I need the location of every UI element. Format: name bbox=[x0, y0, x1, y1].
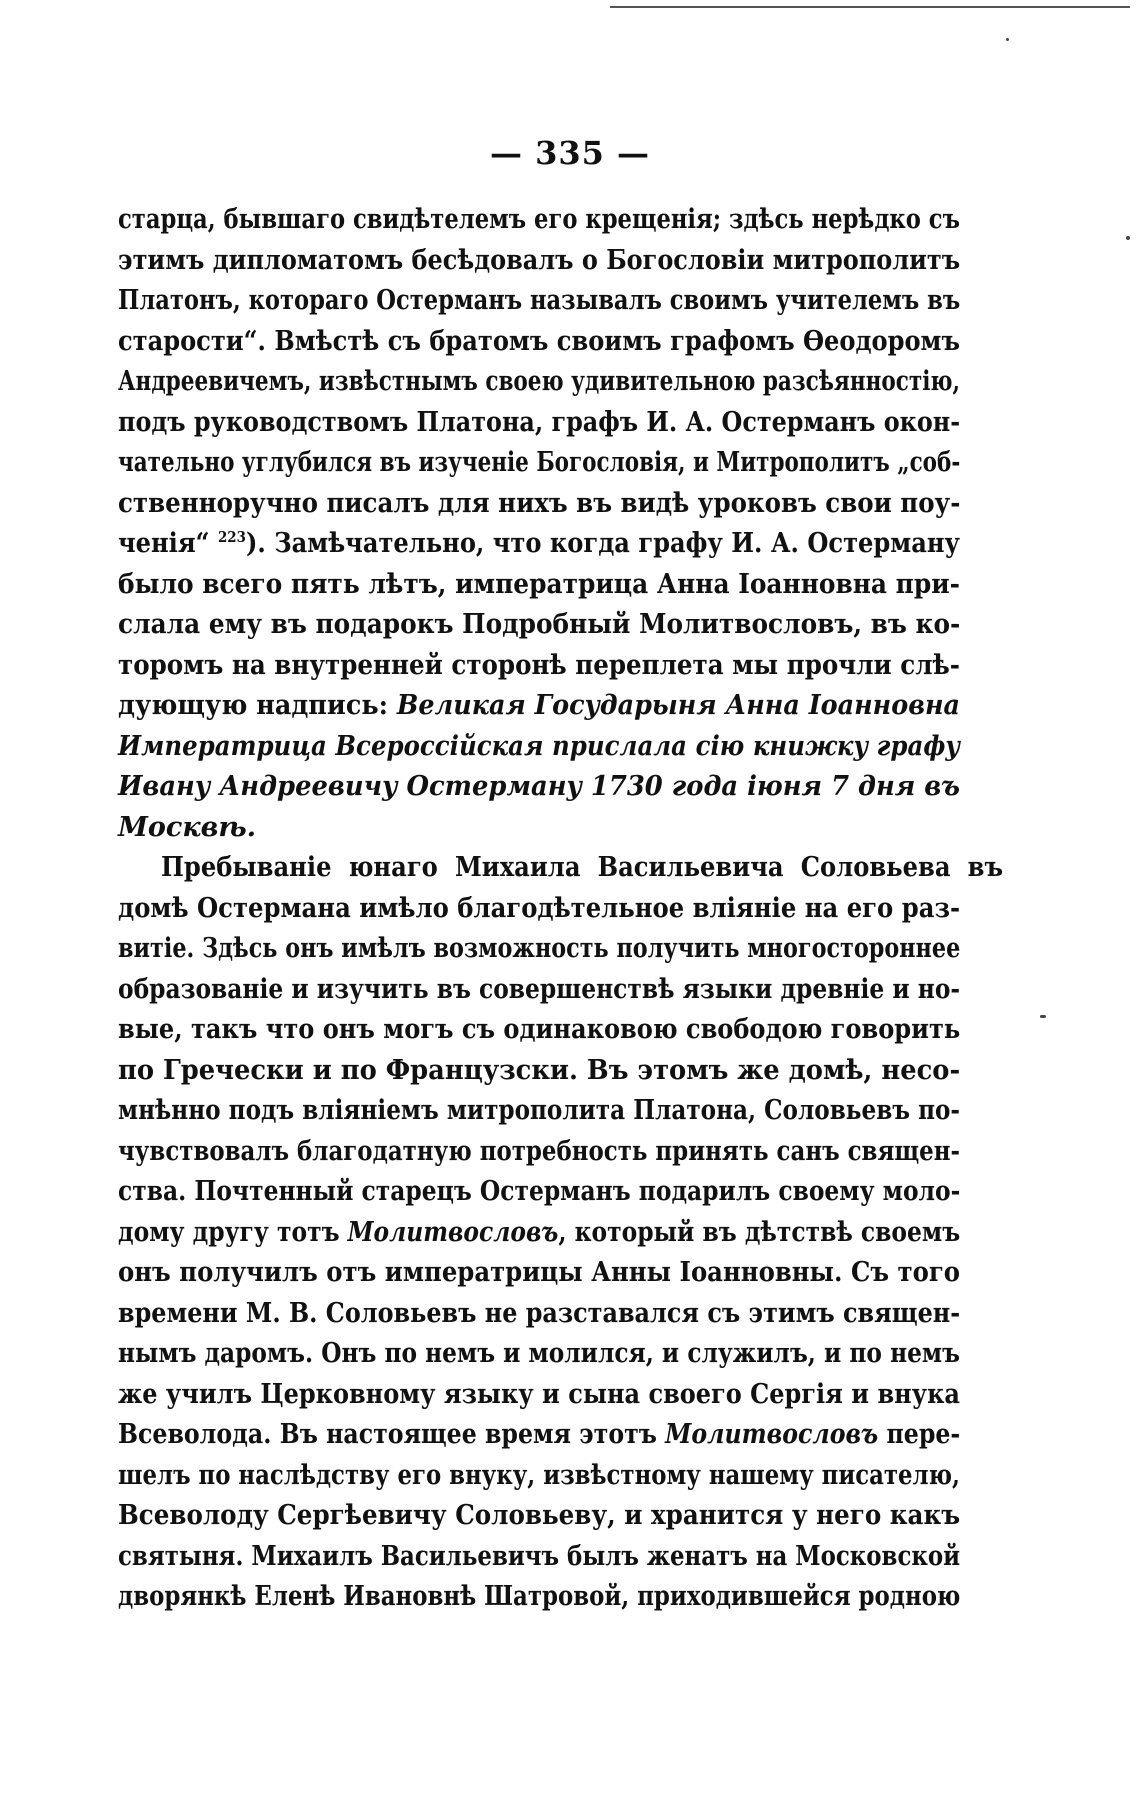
text-line bbox=[118, 1051, 960, 1092]
text-span: мнѣнно подъ вліяніемъ митрополита Платона, Соловьевъ по- bbox=[118, 1095, 961, 1126]
italic-text: Москвѣ. bbox=[118, 811, 257, 843]
text-span: Платонъ, котораго Остерманъ называлъ своимъ учителемъ въ bbox=[118, 285, 961, 316]
text-span: было всего пять лѣтъ, императрица Анна Іоанновна при- bbox=[118, 568, 960, 600]
text-line bbox=[118, 484, 960, 525]
text-line bbox=[118, 889, 960, 930]
text-line bbox=[118, 929, 960, 970]
text-span: торомъ на внутренней сторонѣ переплета мы прочли слѣ- bbox=[118, 649, 961, 681]
text-span: дому другу тотъ bbox=[118, 1216, 348, 1248]
text-span: дующую надпись: bbox=[118, 690, 397, 721]
footnote-ref: 223 bbox=[217, 528, 246, 546]
text-span: Пребываніе юнаго Михаила Васильевича Соловьева въ bbox=[161, 852, 1004, 883]
text-span: Андреевичемъ, извѣстнымъ своею удивительною разсѣянностію, bbox=[118, 366, 960, 397]
text-span: дворянкѣ Еленѣ Ивановнѣ Шатровой, приходившейся родною bbox=[118, 1581, 961, 1612]
text-span: Всеволоду Сергѣевичу Соловьеву, и хранится у него какъ bbox=[118, 1500, 961, 1531]
text-line bbox=[118, 1172, 960, 1213]
text-span: старца, бывшаго свидѣтелемъ его крещенія; здѣсь нерѣдко съ bbox=[118, 204, 960, 235]
text-span: же училъ Церковному языку и сына своего Сергія и внука bbox=[118, 1378, 960, 1410]
text-line bbox=[118, 524, 960, 565]
text-line bbox=[118, 848, 1003, 889]
page-number: — 335 — bbox=[489, 134, 651, 172]
text-span: витіе. Здѣсь онъ имѣлъ возможность получить многостороннее bbox=[118, 933, 961, 964]
text-line bbox=[118, 605, 960, 646]
text-span: ). Замѣчательно, что когда графу И. А. Остерману bbox=[245, 528, 960, 559]
text-span: ственноручно писалъ для нихъ въ видѣ уроковъ свои поу- bbox=[118, 487, 961, 519]
text-span: ченія“ bbox=[118, 528, 218, 559]
paper-speck bbox=[1126, 236, 1130, 240]
text-line bbox=[118, 646, 960, 687]
text-span: старости“. Вмѣстѣ съ братомъ своимъ графомъ Ѳеодоромъ bbox=[118, 325, 961, 357]
text-span: чательно углубился въ изученіе Богословія, и Митрополитъ „соб- bbox=[118, 447, 961, 478]
text-span: пере- bbox=[878, 1419, 961, 1450]
text-span: подъ руководствомъ Платона, графъ И. А. Остерманъ окон- bbox=[118, 406, 961, 438]
text-line bbox=[118, 1213, 960, 1254]
text-span: нымъ даромъ. Онъ по немъ и молился, и служилъ, и по немъ bbox=[118, 1338, 960, 1369]
text-line bbox=[118, 1496, 960, 1537]
italic-text: Великая Государыня Анна Іоанновна bbox=[396, 690, 960, 721]
paper-speck bbox=[1006, 38, 1009, 41]
text-line bbox=[118, 241, 960, 282]
text-span: вые, такъ что онъ могъ съ одинаковою свободою говорить bbox=[118, 1014, 961, 1045]
text-line bbox=[118, 322, 960, 363]
text-line bbox=[118, 1132, 960, 1173]
text-span: шелъ по наслѣдству его внуку, извѣстному нашему писателю, bbox=[118, 1459, 960, 1491]
top-edge-rule bbox=[610, 6, 1130, 8]
text-span: слала ему въ подарокъ Подробный Молитвословъ, въ ко- bbox=[118, 609, 961, 640]
text-line bbox=[118, 727, 960, 768]
text-line bbox=[118, 1456, 960, 1497]
text-line bbox=[118, 281, 960, 322]
text-line bbox=[118, 1537, 960, 1578]
text-line bbox=[118, 200, 960, 241]
italic-text: Молитвословъ bbox=[347, 1216, 559, 1248]
text-line bbox=[118, 443, 960, 484]
text-line bbox=[118, 403, 960, 444]
body-text bbox=[118, 200, 1004, 1618]
text-span: ства. Почтенный старецъ Остерманъ подарилъ своему моло- bbox=[118, 1176, 961, 1207]
text-line bbox=[118, 1415, 960, 1456]
text-line bbox=[118, 767, 960, 808]
text-span: времени М. В. Соловьевъ не разставался съ этимъ священ- bbox=[118, 1297, 961, 1329]
text-line bbox=[118, 1091, 960, 1132]
text-span: Всеволода. Въ настоящее время этотъ bbox=[118, 1419, 666, 1450]
italic-text: Ивану Андреевичу Остерману 1730 года іюня 7 дня въ bbox=[118, 771, 961, 802]
text-span: домѣ Остермана имѣло благодѣтельное вліяніе на его раз- bbox=[118, 892, 961, 924]
text-line bbox=[118, 1577, 960, 1618]
text-span: образованіе и изучить въ совершенствѣ языки древніе и но- bbox=[118, 973, 961, 1005]
text-line bbox=[118, 1010, 960, 1051]
italic-text: Молитвословъ bbox=[665, 1419, 879, 1450]
text-line bbox=[118, 1375, 960, 1416]
text-line bbox=[118, 970, 960, 1011]
text-span: онъ получилъ отъ императрицы Анны Іоанновны. Съ того bbox=[118, 1257, 961, 1288]
text-span: чувствовалъ благодатную потребность принять санъ священ- bbox=[118, 1135, 960, 1167]
paper-speck bbox=[1040, 1015, 1046, 1018]
text-line bbox=[118, 1253, 960, 1294]
text-span: по Гречески и по Французски. Въ этомъ же домѣ, несо- bbox=[118, 1054, 961, 1086]
text-span: этимъ дипломатомъ бесѣдовалъ о Богословіи митрополитъ bbox=[118, 244, 961, 276]
text-line bbox=[118, 362, 960, 403]
text-line bbox=[118, 686, 960, 727]
text-line bbox=[118, 808, 960, 849]
text-line bbox=[118, 1294, 960, 1335]
text-span: святыня. Михаилъ Васильевичъ былъ женатъ на Московской bbox=[118, 1540, 961, 1572]
text-span: , который въ дѣтствѣ своемъ bbox=[558, 1216, 961, 1248]
italic-text: Императрица Всероссійская прислала сію книжку графу bbox=[118, 730, 961, 762]
text-line bbox=[118, 1334, 960, 1375]
text-line bbox=[118, 565, 960, 606]
